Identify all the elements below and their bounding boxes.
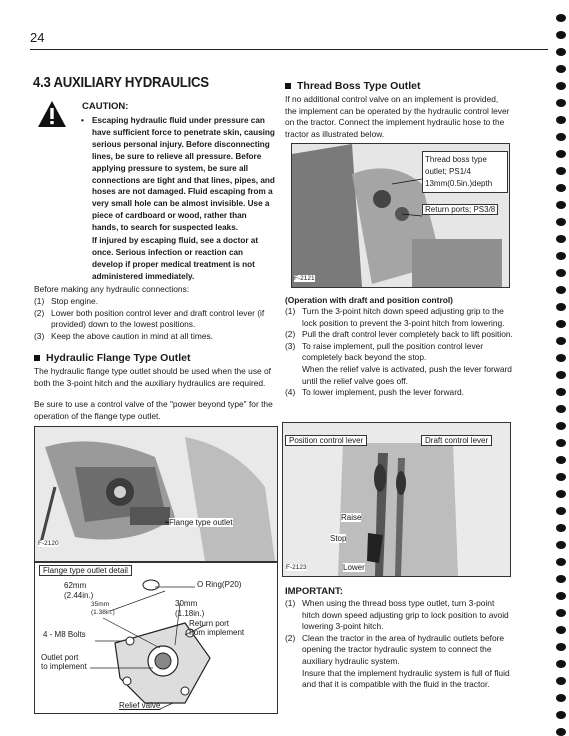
- connections-list: [34, 296, 278, 342]
- flange-outlet-photo: [34, 426, 278, 562]
- binder-hole: [556, 592, 566, 600]
- o-ring-label: O Ring(P20): [197, 580, 242, 589]
- binder-hole: [556, 524, 566, 532]
- flange-outlet-paragraph-2: Be sure to use a control valve of the "power beyond type" for the operation of the flange type outlet.: [34, 399, 273, 421]
- binder-hole: [556, 184, 566, 192]
- binder-hole: [556, 65, 566, 73]
- binder-hole: [556, 660, 566, 668]
- list-item: (4) To lower implement, push the lever forward.: [285, 387, 464, 398]
- raise-label: Raise: [341, 513, 362, 522]
- binder-hole: [556, 541, 566, 549]
- position-lever-label: Position control lever: [285, 435, 367, 446]
- caution-body: [81, 115, 275, 283]
- detail-title: Flange type outlet detail: [39, 565, 132, 576]
- flange-outlet-paragraph-1: The hydraulic flange type outlet should be used when the use of both the 3-point hitch and the auxiliary hydraulics are required.: [34, 366, 271, 388]
- outlet-port-label: Outlet port to implement: [41, 653, 87, 671]
- binder-hole: [556, 388, 566, 396]
- binder-hole: [556, 286, 566, 294]
- draft-lever-label: Draft control lever: [421, 435, 492, 446]
- lower-label: Lower: [343, 563, 365, 572]
- stop-label: Stop: [330, 534, 347, 543]
- warning-icon: [37, 100, 67, 128]
- figure-id: F-2121: [294, 275, 315, 282]
- binder-hole: [556, 235, 566, 243]
- binder-hole: [556, 439, 566, 447]
- caution-heading: CAUTION:: [82, 101, 129, 112]
- binder-hole: [556, 507, 566, 515]
- binder-hole: [556, 575, 566, 583]
- bolts-label: 4 - M8 Bolts: [43, 630, 86, 639]
- list-item: (3) Keep the above caution in mind at all times.: [34, 330, 214, 341]
- thread-boss-paragraph: If no additional control valve on an implement is provided, the implement can be operated by the hydraulic control lever on the tractor. Connect the implement hydraulic hose to the tractor as illustrated below.: [285, 94, 510, 139]
- binder-hole: [556, 252, 566, 260]
- operation-list: [285, 306, 513, 399]
- caution-paragraph-2: If injured by escaping fluid, see a doctor at once. Serious infection or reaction can develop if proper medical treatment is not administered immediately.: [92, 236, 259, 281]
- binder-hole: [556, 82, 566, 90]
- return-port-label: Return port from implement: [189, 619, 245, 637]
- list-item: (3) To raise implement, pull the position control lever completely back beyond the stop.: [285, 340, 484, 363]
- thread-boss-label: Thread boss type outlet; PS1/4 13mm(0.5in.)depth: [422, 151, 508, 193]
- binder-hole: [556, 694, 566, 702]
- list-item: (2) Lower both position control lever and draft control lever (if provided) down to the lowest positions.: [34, 307, 265, 330]
- binder-hole: [556, 269, 566, 277]
- binder-hole: [556, 490, 566, 498]
- square-bullet-icon: [34, 355, 40, 361]
- thread-boss-photo: [291, 143, 510, 288]
- binder-hole: [556, 150, 566, 158]
- binder-hole: [556, 643, 566, 651]
- binder-hole: [556, 371, 566, 379]
- binder-hole: [556, 626, 566, 634]
- thread-boss-heading: Thread Boss Type Outlet: [285, 80, 519, 92]
- important-heading: IMPORTANT:: [285, 586, 343, 597]
- binder-hole: [556, 711, 566, 719]
- figure-id: F-2123: [286, 564, 307, 571]
- list-item: (1) When using the thread boss type outlet, turn 3-point hitch down speed adjusting grip to lock position to avoid lowering 3-point hitch.: [285, 598, 509, 632]
- flange-outlet-detail-drawing: [34, 562, 278, 714]
- square-bullet-icon: [285, 83, 291, 89]
- figure-id: F-2120: [38, 540, 59, 547]
- binder-hole: [556, 201, 566, 209]
- page-number: 24: [30, 30, 45, 45]
- binder-hole: [556, 354, 566, 362]
- binder-hole: [556, 422, 566, 430]
- binder-hole: [556, 609, 566, 617]
- relief-valve-label: Relief valve: [119, 701, 161, 710]
- binder-hole: [556, 218, 566, 226]
- header-rule: [30, 49, 548, 50]
- dimension-30mm: 30mm (1.18in.): [175, 599, 205, 618]
- connections-intro: Before making any hydraulic connections:: [34, 284, 190, 294]
- binder-hole: [556, 558, 566, 566]
- important-list: [285, 598, 513, 691]
- return-ports-label: Return ports; PS3/8: [422, 204, 498, 215]
- binder-hole: [556, 456, 566, 464]
- binder-hole: [556, 14, 566, 22]
- flange-outlet-heading: Hydraulic Flange Type Outlet: [34, 352, 278, 364]
- binder-hole: [556, 728, 566, 736]
- binder-hole: [556, 677, 566, 685]
- dimension-62mm: 62mm (2.44in.): [64, 581, 94, 600]
- binder-hole: [556, 116, 566, 124]
- control-levers-photo: [282, 422, 511, 577]
- binder-hole: [556, 303, 566, 311]
- binder-hole: [556, 167, 566, 175]
- list-item: When the relief valve is activated, push the lever forward until the relief valve goes off.: [302, 363, 512, 386]
- binder-hole: [556, 133, 566, 141]
- binder-hole: [556, 31, 566, 39]
- binder-hole: [556, 405, 566, 413]
- bullet-icon: •: [81, 116, 84, 125]
- list-item: (1) Stop engine.: [34, 296, 99, 306]
- list-item: (1) Turn the 3-point hitch down speed adjusting grip to the lock position to prevent the 3-point hitch from lowering.: [285, 306, 505, 328]
- caution-paragraph-1: Escaping hydraulic fluid under pressure can have sufficient force to penetrate skin, causing serious personal injury. Before disconnecting lines, be sure to relieve all pressure. Before applying pressure to system, be sure all connections are tight and that lines, pipes, and hoses are not damaged. Fluid escaping from a very small hole can be almost invisible. Use a piece of cardboard or wood, rather than hands, to search for suspected leaks.: [92, 116, 275, 233]
- binder-hole: [556, 320, 566, 328]
- section-title: 4.3 AUXILIARY HYDRAULICS: [33, 74, 209, 91]
- list-item: (2) Clean the tractor in the area of hydraulic outlets before opening the tractor hydraulic system to connect the auxiliary hydraulic system.: [285, 632, 505, 666]
- list-item: (2) Pull the draft control lever completely back to lift position.: [285, 329, 513, 340]
- binder-hole: [556, 337, 566, 345]
- operation-heading: (Operation with draft and position control): [285, 295, 453, 305]
- binder-rings-edge: [547, 0, 569, 736]
- flange-outlet-label: Flange type outlet: [169, 518, 233, 527]
- dimension-35mm: 35mm (1.38in.): [91, 601, 115, 616]
- binder-hole: [556, 473, 566, 481]
- binder-hole: [556, 48, 566, 56]
- binder-hole: [556, 99, 566, 107]
- list-item: Insure that the implement hydraulic system is full of fluid and that it is compatible with the fluid in the tractor.: [302, 667, 510, 690]
